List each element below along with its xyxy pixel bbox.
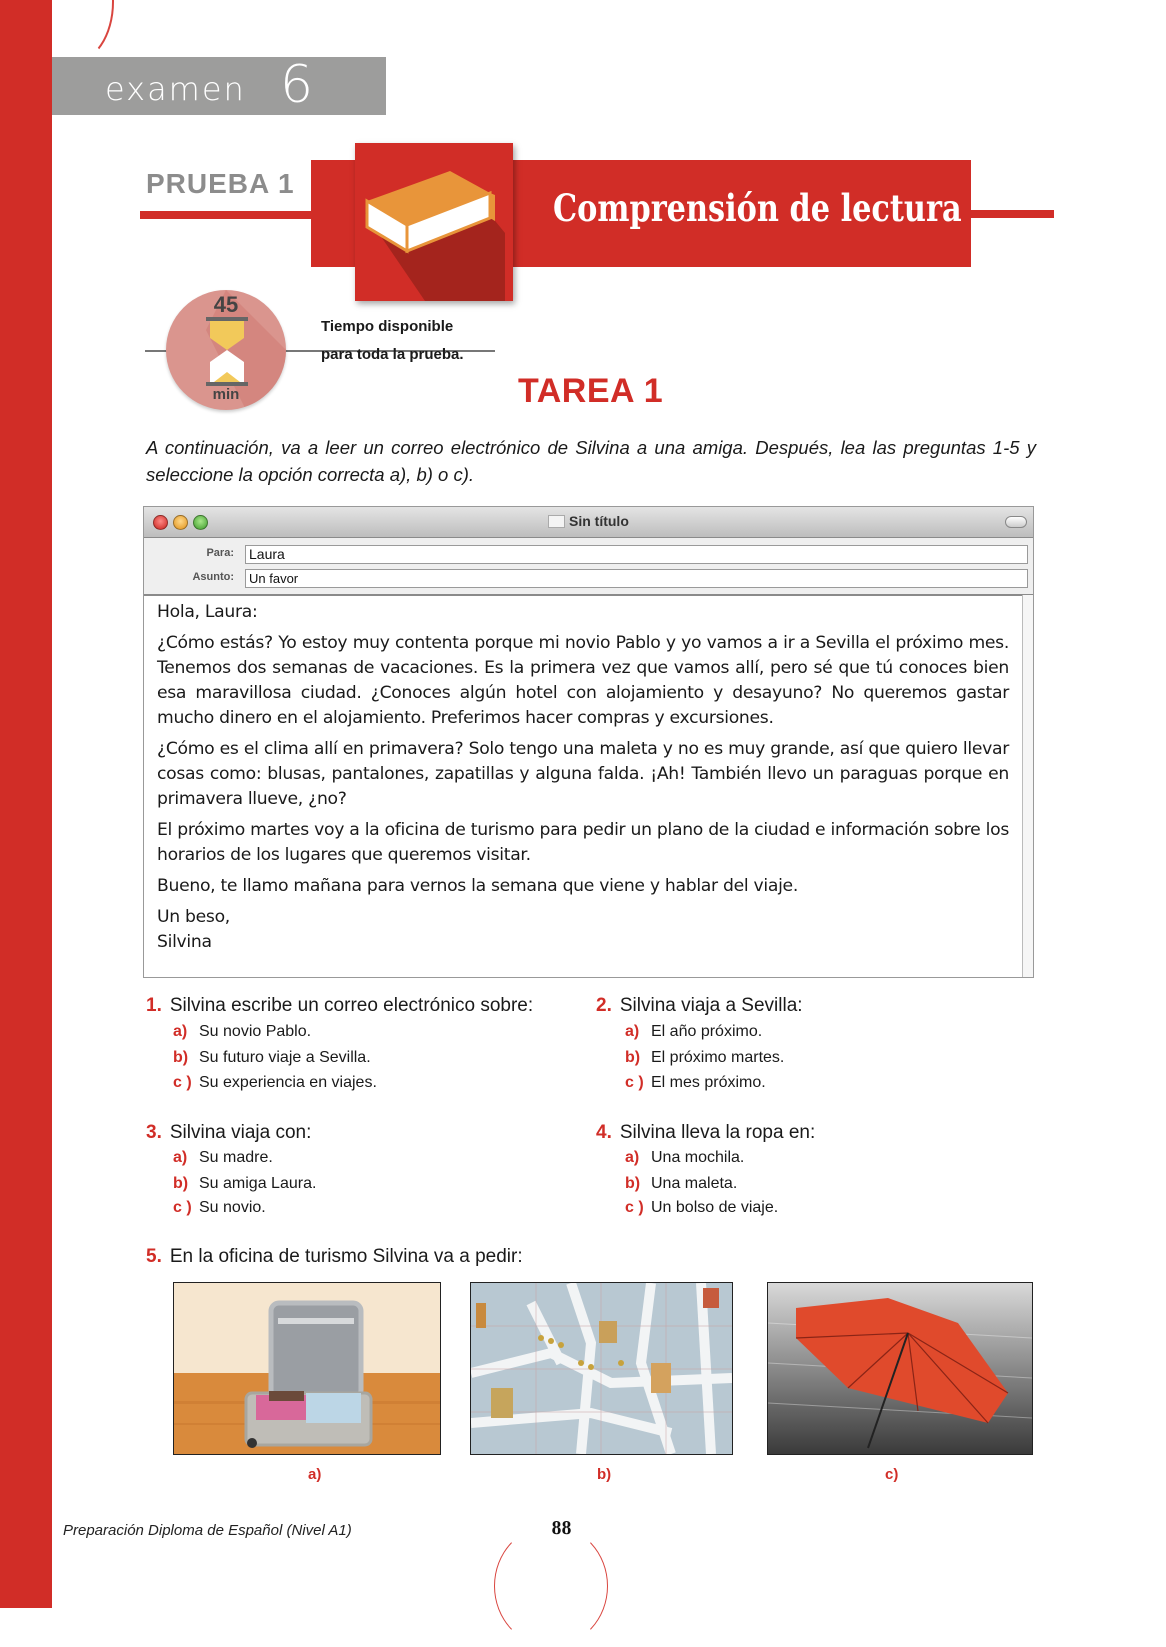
question-4-option-c[interactable]: c ) Un bolso de viaje. — [625, 1199, 779, 1216]
minimize-window-button[interactable] — [173, 515, 188, 530]
question-3: 3. Silvina viaja con: — [146, 1122, 312, 1143]
question-3-option-c[interactable]: c ) Su novio. — [173, 1199, 266, 1216]
zoom-window-button[interactable] — [193, 515, 208, 530]
picture-umbrella[interactable] — [767, 1282, 1033, 1455]
question-3-option-b[interactable]: b) Su amiga Laura. — [173, 1175, 317, 1192]
picture-label-b: b) — [597, 1466, 612, 1483]
section-title: Comprensión de lectura — [553, 186, 962, 230]
email-greeting: Hola, Laura: — [157, 602, 258, 622]
email-header — [144, 538, 1033, 596]
banner-rule — [960, 210, 1054, 218]
question-5: 5. En la oficina de turismo Silvina va a pedir: — [146, 1246, 523, 1267]
email-paragraph: Bueno, te llamo mañana para vernos la semana que viene y hablar del viaje. — [157, 876, 798, 896]
question-2: 2. Silvina viaja a Sevilla: — [596, 995, 803, 1016]
question-1: 1. Silvina escribe un correo electrónico sobre: — [146, 995, 534, 1016]
email-paragraph: ¿Cómo estás? Yo estoy muy contenta porque mi novio Pablo y yo vamos a ir a Sevilla el próximo mes. Tenemos dos semanas de vacaciones. Es la primera vez que vamos allí, pero sé que tú conoces bien esa maravillosa ciudad. ¿Conoces algún hotel con alojamiento y desayuno? No queremos gastar mucho dinero en el alojamiento. Preferimos hacer compras y excursiones. — [157, 633, 1009, 728]
page-number-arc — [494, 1525, 608, 1647]
email-paragraph: ¿Cómo es el clima allí en primavera? Solo tengo una maleta y no es muy grande, así que quiero llevar cosas como: blusas, pantalones, zapatillas y alguna falda. ¡Ah! También llevo un paraguas porque en primavera llueve, ¿no? — [157, 739, 1009, 809]
exam-label: examen — [105, 70, 246, 108]
timer-minutes: 45 — [213, 292, 239, 317]
subject-field[interactable]: Un favor — [245, 569, 1028, 588]
question-4-option-b[interactable]: b) Una maleta. — [625, 1175, 738, 1192]
subject-label: Asunto: — [192, 571, 234, 583]
email-paragraph: El próximo martes voy a la oficina de turismo para pedir un plano de la ciudad e información sobre los horarios de los lugares que queremos visitar. — [157, 820, 1009, 865]
to-field[interactable]: Laura — [245, 545, 1028, 564]
book-icon — [355, 143, 513, 301]
task-instructions: A continuación, va a leer un correo electrónico de Silvina a una amiga. Después, lea las preguntas 1-5 y seleccione la opción correcta a), b) o c). — [146, 437, 1036, 485]
email-closing: Un beso, — [157, 907, 230, 927]
question-1-option-b[interactable]: b) Su futuro viaje a Sevilla. — [173, 1049, 371, 1066]
timer-caption-2: para toda la prueba. — [321, 346, 464, 363]
question-2-option-a[interactable]: a) El año próximo. — [625, 1023, 763, 1040]
question-4: 4. Silvina lleva la ropa en: — [596, 1122, 816, 1143]
toolbar-toggle-button[interactable] — [1005, 516, 1027, 528]
prueba-label: PRUEBA 1 — [146, 168, 295, 199]
timer-caption-1: Tiempo disponible — [321, 318, 454, 335]
window-titlebar — [144, 507, 1033, 538]
question-1-option-a[interactable]: a) Su novio Pablo. — [173, 1023, 312, 1040]
left-red-margin — [0, 0, 52, 1608]
picture-suitcase[interactable] — [173, 1282, 441, 1455]
email-body[interactable] — [144, 595, 1021, 977]
picture-label-c: c) — [885, 1466, 899, 1483]
timer-unit: min — [212, 386, 240, 403]
timer-badge — [166, 290, 286, 410]
task-title: TAREA 1 — [518, 372, 664, 410]
question-1-option-c[interactable]: c ) Su experiencia en viajes. — [173, 1074, 377, 1091]
question-2-option-b[interactable]: b) El próximo martes. — [625, 1049, 785, 1066]
picture-city-map[interactable] — [470, 1282, 733, 1455]
close-window-button[interactable] — [153, 515, 168, 530]
window-title: Sin título — [569, 513, 629, 529]
email-window — [143, 506, 1034, 978]
page-number: 88 — [551, 1518, 572, 1539]
to-label: Para: — [206, 547, 234, 559]
question-3-option-a[interactable]: a) Su madre. — [173, 1149, 273, 1166]
picture-label-a: a) — [308, 1466, 322, 1483]
exam-number: 6 — [280, 55, 314, 115]
book-title: Preparación Diploma de Español (Nivel A1) — [63, 1522, 352, 1539]
email-signature: Silvina — [157, 932, 212, 952]
question-4-option-a[interactable]: a) Una mochila. — [625, 1149, 745, 1166]
scrollbar[interactable] — [1022, 595, 1033, 977]
question-2-option-c[interactable]: c ) El mes próximo. — [625, 1074, 766, 1091]
